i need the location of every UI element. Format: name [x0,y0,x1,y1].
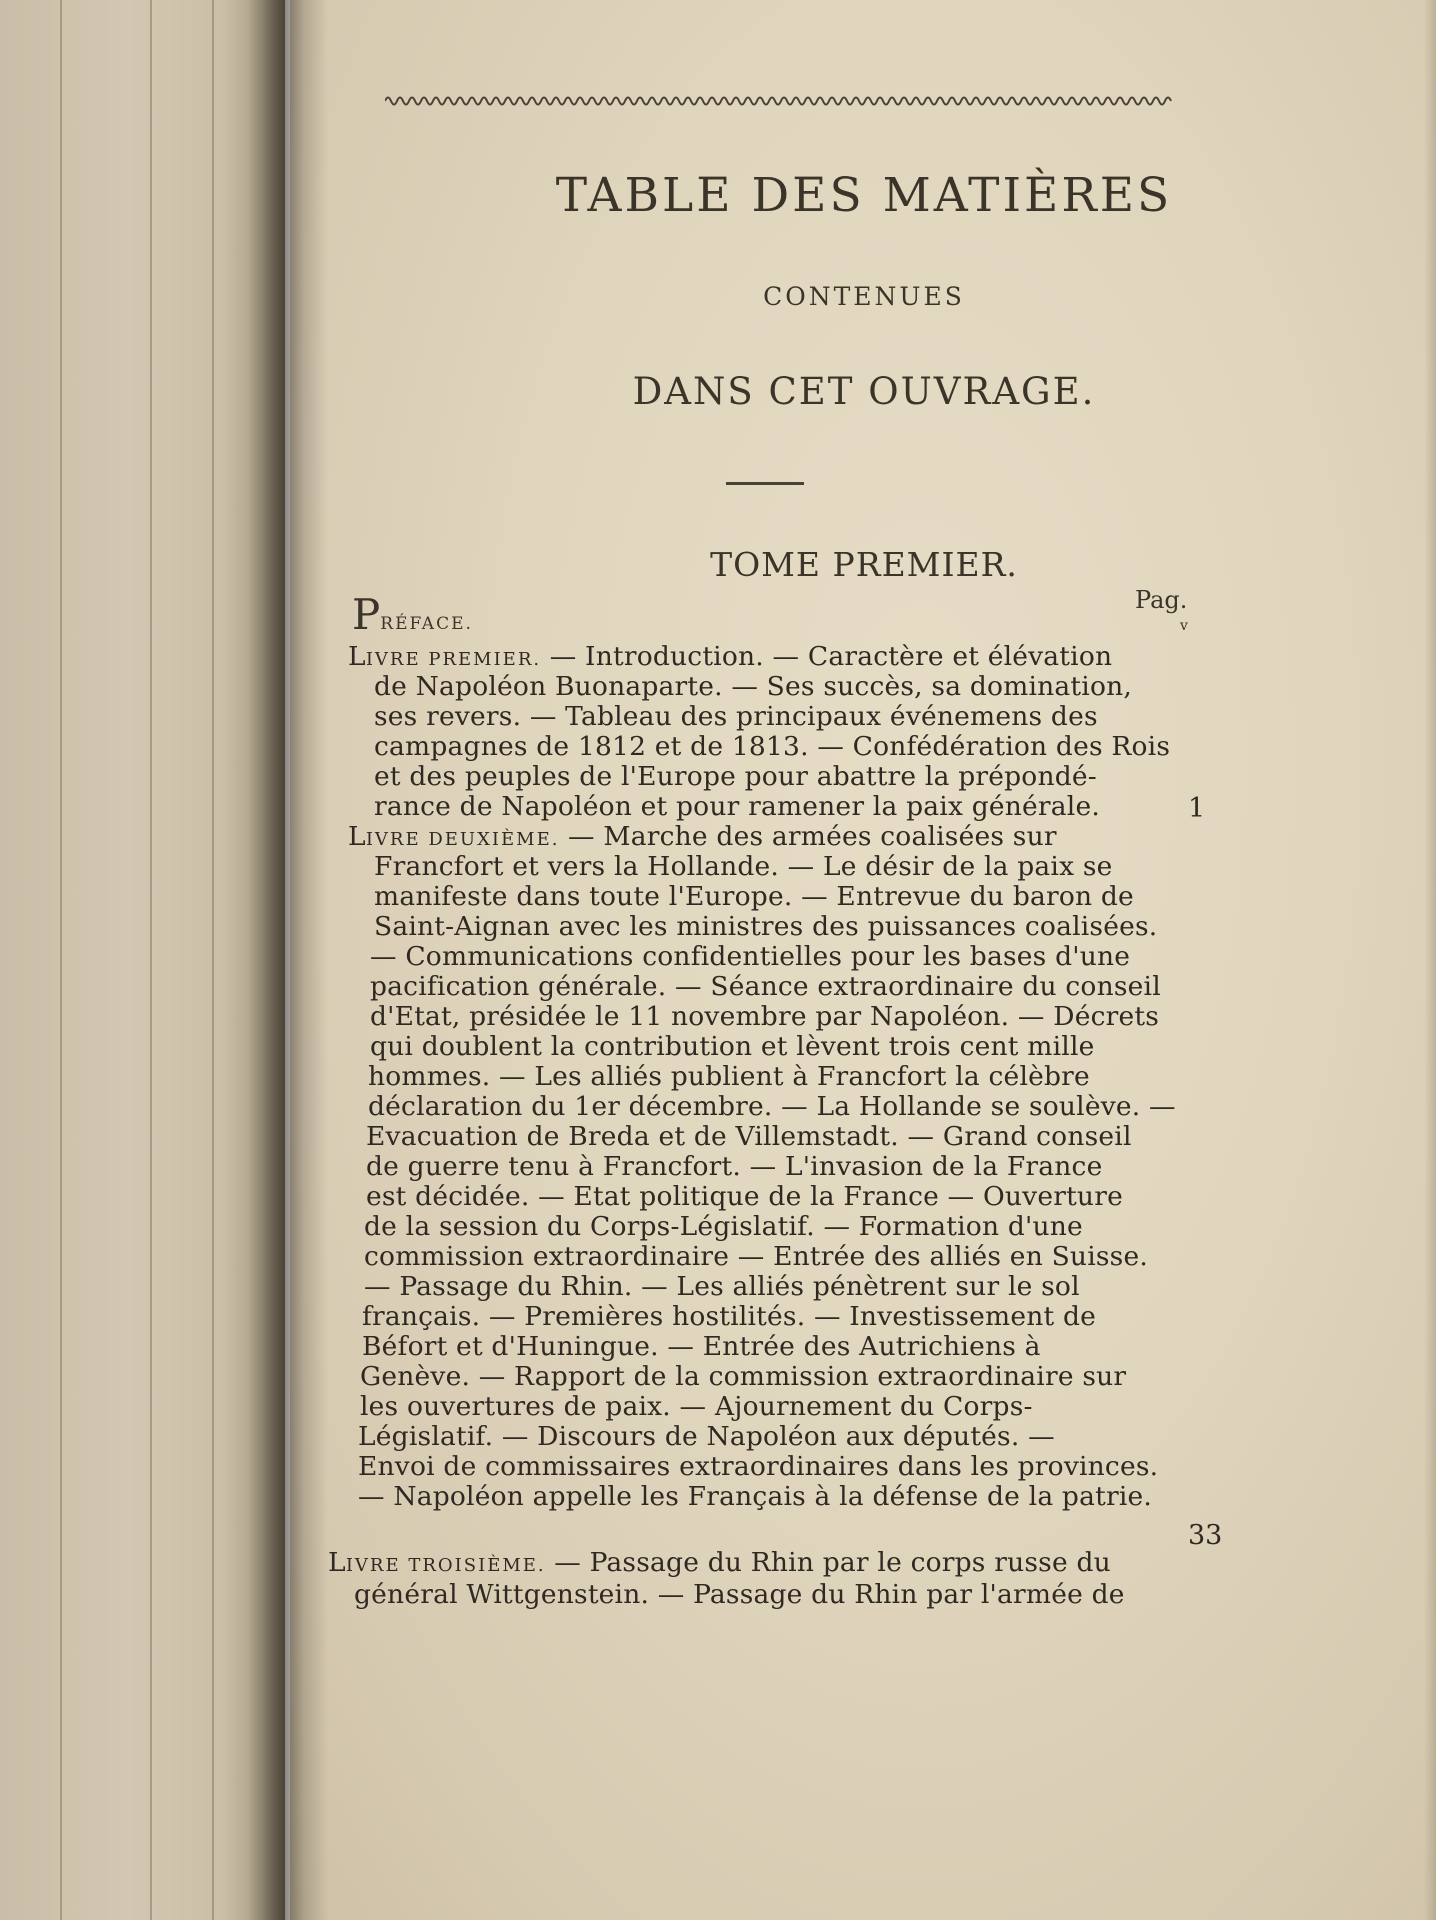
livre-troisieme-label: IVRE TROISIÈME. [345,1555,546,1576]
livre-deuxieme-label: IVRE DEUXIÈME. [365,829,560,850]
toc-line: hommes. — Les alliés publient à Francfort la célèbre [368,1061,1090,1092]
toc-line: et des peuples de l'Europe pour abattre la prépondé- [374,761,1097,792]
toc-line: de guerre tenu à Francfort. — L'invasion de la France [366,1151,1103,1182]
page-edge-line [212,0,214,1920]
toc-line: Législatif. — Discours de Napoléon aux députés. — [358,1421,1055,1452]
toc-line: — Communications confidentielles pour les bases d'une [370,941,1131,972]
toc-line: — Napoléon appelle les Français à la défense de la patrie. [358,1481,1152,1512]
toc-line: général Wittgenstein. — Passage du Rhin par l'armée de [354,1579,1125,1610]
livre-troisieme-heading [328,1548,1111,1581]
page-subtitle-2: DANS CET OUVRAGE. [632,370,1096,413]
livre-deuxieme-first-text: — Marche des armées coalisées sur [559,821,1057,852]
livre-deuxieme-initial: L [348,821,366,852]
preface-initial: P [352,590,381,639]
toc-line: Béfort et d'Huningue. — Entrée des Autrichiens à [362,1331,1041,1362]
livre-premier-label: IVRE PREMIER. [365,649,542,670]
toc-line: pacification générale. — Séance extraordinaire du conseil [370,971,1161,1002]
toc-line: est décidée. — Etat politique de la France — Ouverture [366,1181,1123,1212]
page-subtitle-1: CONTENUES [763,282,965,311]
toc-line: campagnes de 1812 et de 1813. — Confédération des Rois [374,731,1171,762]
toc-line: ses revers. — Tableau des principaux événemens des [374,701,1098,732]
preface-label: RÉFACE. [380,614,473,634]
left-facing-page [0,0,285,1920]
toc-line: — Passage du Rhin. — Les alliés pénètrent sur le sol [364,1271,1080,1302]
livre-troisieme-first-text: — Passage du Rhin par le corps russe du [545,1547,1111,1578]
toc-line: Envoi de commissaires extraordinaires dans les provinces. [358,1451,1159,1482]
page-column-mark: v [1180,618,1188,634]
volume-heading: TOME PREMIER. [710,545,1018,584]
toc-line: de la session du Corps-Législatif. — Formation d'une [364,1211,1083,1242]
toc-line: français. — Premières hostilités. — Investissement de [362,1301,1097,1332]
page-title: TABLE DES MATIÈRES [555,168,1173,223]
toc-line: manifeste dans toute l'Europe. — Entrevue du baron de [374,881,1134,912]
preface-entry [352,590,473,639]
toc-line: Evacuation de Breda et de Villemstadt. — Grand conseil [366,1121,1132,1152]
page-edge-line [150,0,152,1920]
page-column-header: Pag. [1135,586,1188,614]
toc-line: de Napoléon Buonaparte. — Ses succès, sa domination, [374,671,1132,702]
page-edge-line [60,0,62,1920]
toc-line: Saint-Aignan avec les ministres des puissances coalisées. [374,911,1158,942]
livre-premier-first-text: — Introduction. — Caractère et élévation [541,641,1113,672]
toc-line: les ouvertures de paix. — Ajournement du Corps- [360,1391,1033,1422]
ornamental-rule [385,92,1175,106]
toc-line: commission extraordinaire — Entrée des alliés en Suisse. [364,1241,1148,1272]
toc-line: Francfort et vers la Hollande. — Le désir de la paix se [374,851,1113,882]
toc-line: d'Etat, présidée le 11 novembre par Napoléon. — Décrets [370,1001,1160,1032]
toc-line: rance de Napoléon et pour ramener la paix générale. [374,791,1100,822]
toc-line: qui doublent la contribution et lèvent trois cent mille [370,1031,1095,1062]
toc-line: déclaration du 1er décembre. — La Hollande se soulève. — [368,1091,1176,1122]
livre-deuxieme-page-number: 33 [1188,1520,1223,1551]
livre-troisieme-initial: L [328,1547,346,1578]
livre-premier-initial: L [348,641,366,672]
livre-premier-page-number: 1 [1188,793,1206,824]
short-rule [726,482,804,485]
toc-line: Genève. — Rapport de la commission extraordinaire sur [360,1361,1127,1392]
